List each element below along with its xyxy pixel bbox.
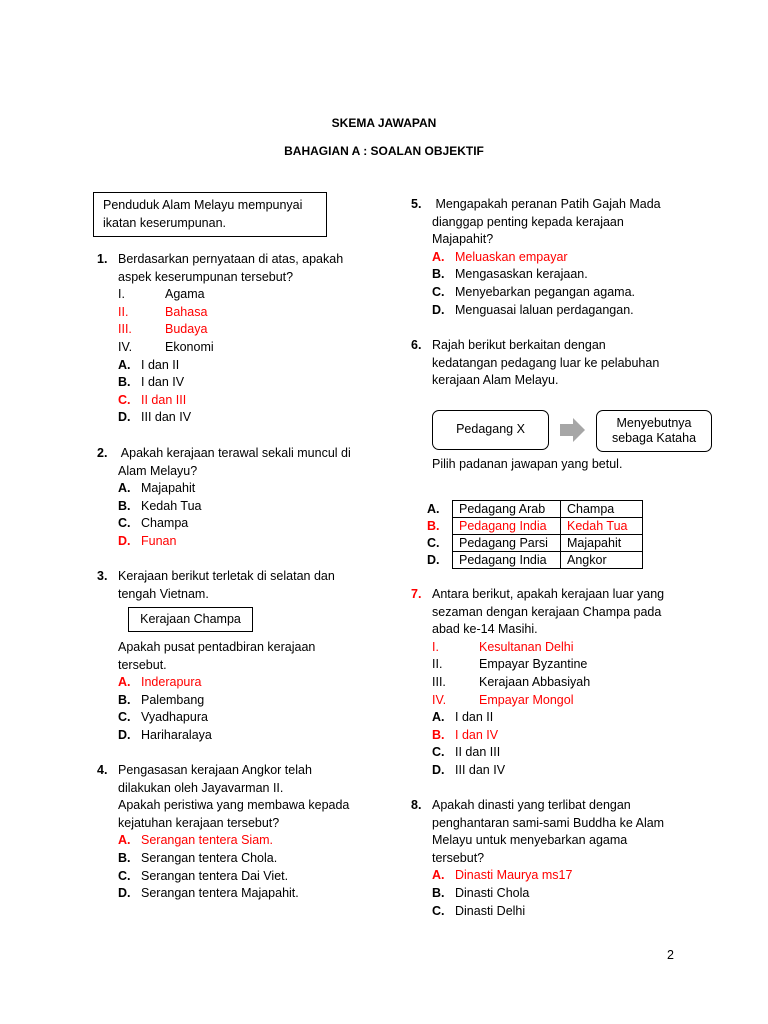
option: C. Menyebarkan pegangan agama. [432, 284, 635, 299]
option: B. Mengasaskan kerajaan. [432, 267, 588, 282]
option-answer: A. Serangan tentera Siam. [118, 833, 274, 848]
option: D. Serangan tentera Majapahit. [118, 886, 299, 901]
table-row [453, 535, 643, 552]
option: D. III dan IV [118, 410, 192, 425]
question-number: 8. [411, 798, 422, 812]
diagram-text: Menyebutnya [616, 416, 692, 430]
roman-item-answer: II. Bahasa [118, 304, 208, 319]
question-number: 6. [411, 338, 422, 352]
option: C. Dinasti Delhi [432, 903, 526, 918]
roman-item: I. Agama [118, 287, 205, 302]
option: D. Menguasai laluan perdagangan. [432, 302, 634, 317]
table-row-answer [453, 518, 643, 535]
stimulus-box [93, 192, 327, 237]
question-text: kejatuhan kerajaan tersebut? [118, 815, 280, 830]
question-8 [411, 797, 701, 920]
page-number: 2 [667, 948, 674, 962]
diagram-text: sebaga Kataha [611, 431, 697, 445]
question-text: Berdasarkan pernyataan di atas, apakah [118, 252, 344, 266]
roman-item: II. Empayar Byzantine [432, 657, 588, 672]
question-text: tersebut. [118, 657, 167, 672]
question-2 [97, 445, 377, 551]
question-text: aspek keserumpunan tersebut? [118, 269, 294, 284]
question-number: 7. [411, 587, 422, 601]
option: A. I dan II [118, 357, 180, 372]
option: C. Serangan tentera Dai Viet. [118, 868, 289, 883]
question-6 [411, 337, 701, 390]
question-text: Apakah kerajaan terawal sekali muncul di [118, 446, 351, 460]
option: B. Serangan tentera Chola. [118, 850, 278, 865]
stimulus-line: Penduduk Alam Melayu mempunyai [103, 198, 303, 212]
table-cell: Pedagang Parsi [453, 535, 561, 552]
question-text: Melayu untuk menyebarkan agama [432, 833, 628, 848]
option-answer: A. Dinasti Maurya ms17 [432, 868, 573, 883]
question-number: 3. [97, 569, 108, 583]
question-text: penghantaran sami-sami Buddha ke Alam [432, 815, 665, 830]
question-text: Mengapakah peranan Patih Gajah Mada [432, 197, 661, 211]
matching-table [452, 500, 643, 569]
table-row [453, 552, 643, 569]
question-text: tersebut? [432, 850, 485, 865]
page-title: SKEMA JAWAPAN [331, 116, 437, 130]
table-cell: Champa [561, 501, 643, 518]
question-text: Kerajaan berikut terletak di selatan dan [118, 569, 335, 583]
diagram-box-pedagang-x: Pedagang X [432, 410, 549, 450]
question-number: 2. [97, 446, 108, 460]
question-4 [97, 762, 377, 903]
table-cell: Pedagang India [453, 518, 561, 535]
table-option-label: D. [427, 553, 440, 567]
question-text: abad ke-14 Masihi. [432, 622, 538, 637]
option: C. Vyadhapura [118, 710, 208, 725]
option: D. III dan IV [432, 762, 506, 777]
roman-item: IV. Ekonomi [118, 339, 214, 354]
arrow-right-icon [560, 418, 585, 442]
table-row [453, 501, 643, 518]
question-text: kedatangan pedagang luar ke pelabuhan [432, 355, 660, 370]
question-text: Alam Melayu? [118, 463, 198, 478]
section-title: BAHAGIAN A : SOALAN OBJEKTIF [284, 144, 484, 158]
option-answer: B. I dan IV [432, 727, 499, 742]
question-text: Antara berikut, apakah kerajaan luar yang [432, 587, 665, 601]
question-7 [411, 586, 701, 780]
question-text: dilakukan oleh Jayavarman II. [118, 780, 284, 795]
roman-item: III. Kerajaan Abbasiyah [432, 674, 591, 689]
option: C. Champa [118, 516, 189, 531]
table-cell: Angkor [561, 552, 643, 569]
option: C. II dan III [432, 745, 501, 760]
option: A. Majapahit [118, 481, 196, 496]
option-answer: C. II dan III [118, 392, 187, 407]
table-option-label: A. [427, 502, 440, 516]
roman-item-answer: III. Budaya [118, 322, 208, 337]
question-text: sezaman dengan kerajaan Champa pada [432, 604, 662, 619]
question-5 [411, 196, 701, 319]
question-3-continued [97, 639, 377, 745]
question-number: 5. [411, 197, 422, 211]
question-text: dianggap penting kepada kerajaan [432, 214, 624, 229]
kerajaan-champa-box: Kerajaan Champa [128, 607, 253, 632]
table-cell: Pedagang Arab [453, 501, 561, 518]
stimulus-line: ikatan keserumpunan. [103, 215, 226, 230]
table-cell: Pedagang India [453, 552, 561, 569]
question-text: Apakah peristiwa yang membawa kepada [118, 798, 350, 813]
option: D. Hariharalaya [118, 727, 212, 742]
option: A. I dan II [432, 710, 494, 725]
question-text: Apakah dinasti yang terlibat dengan [432, 798, 631, 812]
option: B. Palembang [118, 692, 205, 707]
option-answer: D. Funan [118, 533, 177, 548]
question-text: kerajaan Alam Melayu. [432, 373, 559, 388]
option: B. Dinasti Chola [432, 885, 530, 900]
roman-item-answer: I. Kesultanan Delhi [432, 639, 574, 654]
roman-item-answer: IV. Empayar Mongol [432, 692, 574, 707]
option-answer: A. Inderapura [118, 675, 202, 690]
instruction-text: Pilih padanan jawapan yang betul. [432, 457, 623, 471]
question-text: Rajah berikut berkaitan dengan [432, 338, 606, 352]
table-cell: Kedah Tua [561, 518, 643, 535]
question-text: Apakah pusat pentadbiran kerajaan [118, 640, 316, 654]
table-option-label: C. [427, 536, 440, 550]
question-1 [97, 251, 377, 427]
diagram-box-kataha [596, 410, 712, 452]
question-text: Majapahit? [432, 232, 494, 247]
table-cell: Majapahit [561, 535, 643, 552]
question-number: 1. [97, 252, 108, 266]
option: B. Kedah Tua [118, 498, 202, 513]
question-text: tengah Vietnam. [118, 586, 209, 601]
option: B. I dan IV [118, 375, 185, 390]
question-text: Pengasasan kerajaan Angkor telah [118, 763, 312, 777]
question-3 [97, 568, 377, 603]
question-number: 4. [97, 763, 108, 777]
option-answer: A. Meluaskan empayar [432, 249, 568, 264]
table-option-label-answer: B. [427, 519, 440, 533]
